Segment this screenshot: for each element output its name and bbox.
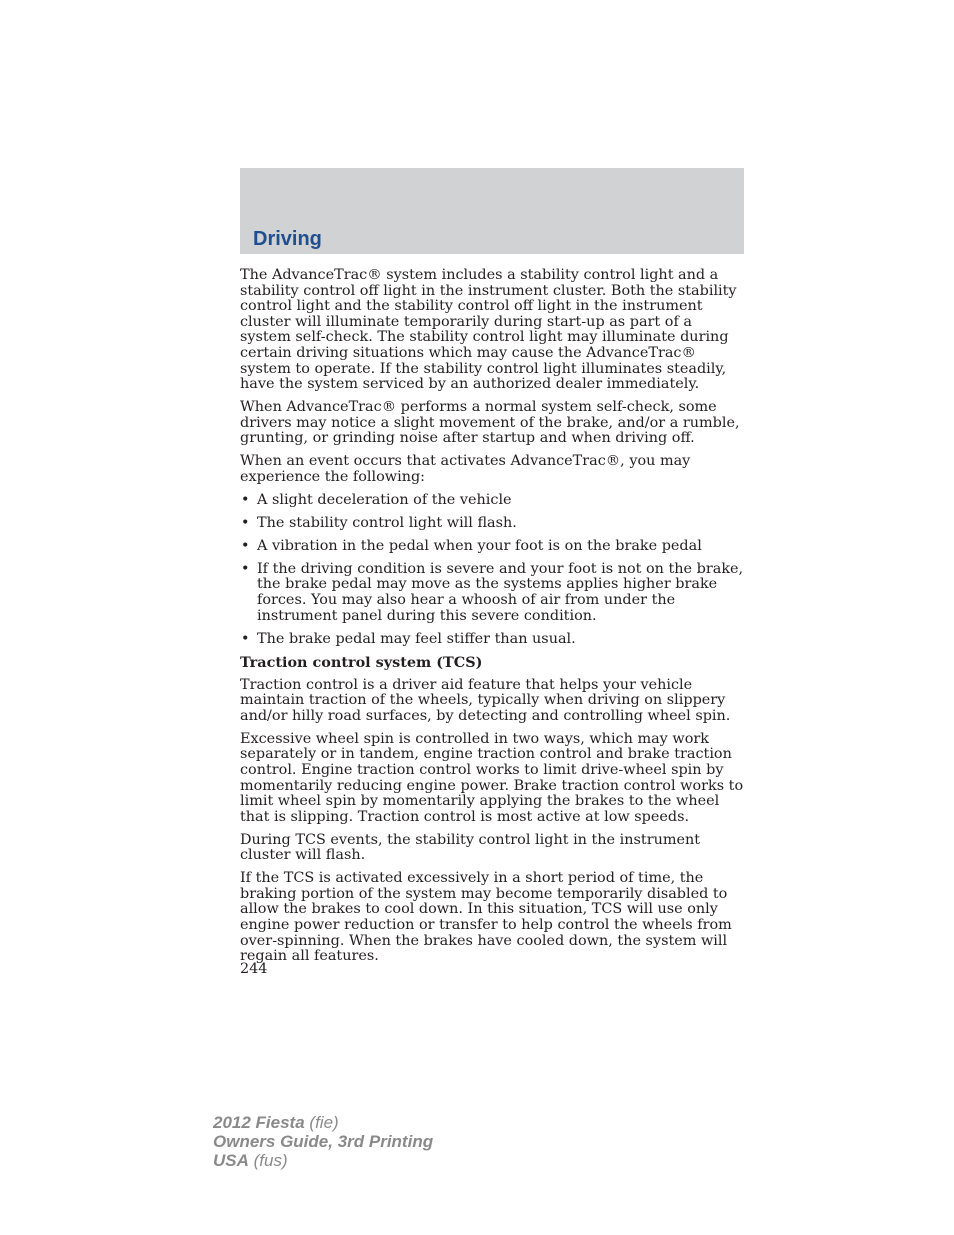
footer-line-model	[213, 1113, 433, 1132]
section-title: Driving	[253, 228, 322, 250]
effects-list	[240, 493, 746, 647]
bullet-glyph: •	[241, 630, 250, 647]
paragraph-event-intro: When an event occurs that activates AdvanceTrac®, you may experience the following:	[240, 453, 691, 485]
bullet-glyph: •	[241, 537, 250, 554]
document-footer	[213, 1113, 433, 1170]
footer-guide: Owners Guide, 3rd Printing	[213, 1132, 434, 1151]
page-number: 244	[240, 961, 268, 977]
footer-line-guide	[213, 1132, 433, 1151]
list-item-text: If the driving condition is severe and your foot is not on the brake, the brake pedal may move as the systems applies higher brake forces. You may also hear a whoosh of air from under the instrument panel during this severe condition.	[257, 560, 744, 624]
list-item	[240, 493, 746, 509]
page-content	[240, 268, 746, 972]
paragraph-advancetrac-lights: The AdvanceTrac® system includes a stability control light and a stability control off light in the instrument cluster. Both the stability control light and the stability control off light in the instrument cluster will illuminate temporarily during start-up as part of a system self-check. The stability control light may illuminate during certain driving situations which may cause the AdvanceTrac® system to operate. If the stability control light illuminates steadily, have the system serviced by an authorized dealer immediately.	[240, 267, 737, 393]
list-item	[240, 562, 746, 624]
paragraph-tcs-definition: Traction control is a driver aid feature that helps your vehicle maintain traction of the wheels, typically when driving on slippery and/or hilly road surfaces, by detecting and controlling wheel spin.	[240, 676, 731, 724]
list-item-text: The brake pedal may feel stiffer than usual.	[257, 630, 576, 647]
bullet-glyph: •	[241, 514, 250, 531]
list-item-text: The stability control light will flash.	[257, 514, 517, 531]
list-item-text: A vibration in the pedal when your foot is on the brake pedal	[257, 537, 702, 554]
bullet-glyph: •	[241, 491, 250, 508]
list-item	[240, 516, 746, 532]
bullet-glyph: •	[241, 560, 250, 577]
footer-model-code: (fie)	[309, 1113, 339, 1132]
tcs-heading: Traction control system (TCS)	[240, 653, 483, 671]
paragraph-tcs-events: During TCS events, the stability control light in the instrument cluster will flash.	[240, 831, 701, 864]
list-item	[240, 539, 746, 555]
paragraph-self-check: When AdvanceTrac® performs a normal system self-check, some drivers may notice a slight movement of the brake, and/or a rumble, grunting, or grinding noise after startup and when driving off.	[240, 399, 740, 447]
footer-market-code: (fus)	[253, 1151, 288, 1170]
list-item	[240, 632, 746, 648]
paragraph-tcs-excessive: If the TCS is activated excessively in a short period of time, the braking portion of the system may become temporarily disabled to allow the brakes to cool down. In this situation, TCS will use only engine power reduction or transfer to help control the wheels from over-spinning. When the brakes have cooled down, the system will regain all features.	[240, 870, 732, 965]
footer-line-market	[213, 1151, 433, 1170]
section-header-band	[240, 168, 744, 254]
paragraph-wheel-spin-control: Excessive wheel spin is controlled in two ways, which may work separately or in tandem, engine traction control and brake traction control. Engine traction control works to limit drive-wheel spin by momentarily reducing engine power. Brake traction control works to limit wheel spin by momentarily applying the brakes to the wheel that is slipping. Traction control is most active at low speeds.	[240, 730, 744, 825]
footer-model: 2012 Fiesta	[213, 1113, 305, 1132]
footer-market: USA	[213, 1151, 249, 1170]
list-item-text: A slight deceleration of the vehicle	[257, 491, 512, 508]
